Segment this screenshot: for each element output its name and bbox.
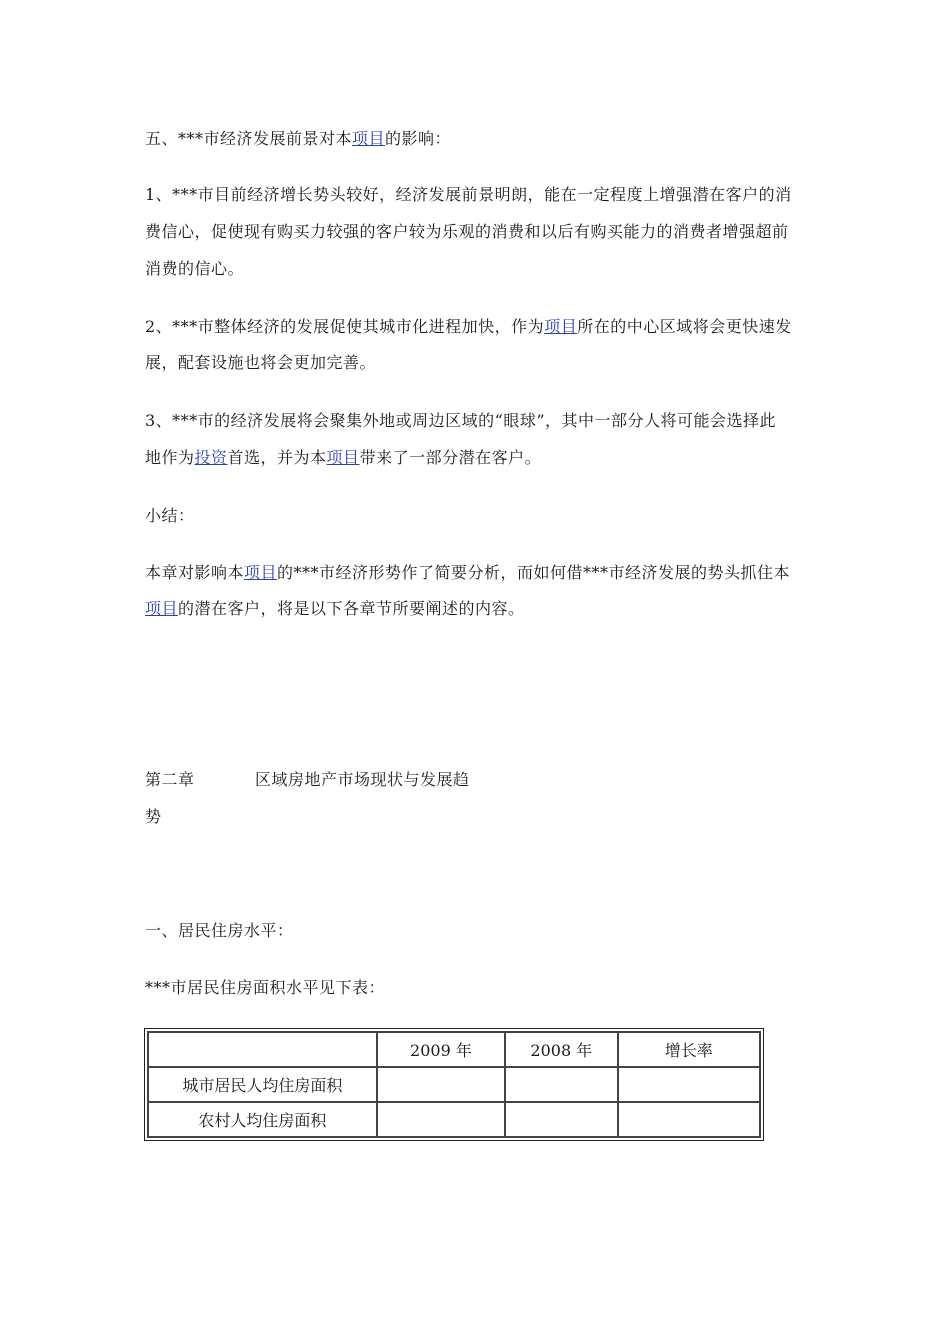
table-cell: 城市居民人均住房面积	[148, 1067, 377, 1102]
paragraph-text: 的***市经济形势作了简要分析，而如何借***市经济发展的势头抓住本	[277, 563, 791, 582]
chapter-title-continued: 势	[145, 807, 162, 826]
paragraph-text: 所在的中心区域将会更快速发	[577, 317, 792, 336]
table-cell	[618, 1102, 761, 1137]
project-link[interactable]: 项目	[145, 599, 179, 618]
paragraph-text: 的潜在客户，将是以下各章节所要阐述的内容。	[178, 599, 525, 618]
table-cell	[505, 1102, 617, 1137]
table-cell	[377, 1102, 505, 1137]
table-header-cell: 2009 年	[377, 1032, 505, 1067]
table-header-cell: 2008 年	[505, 1032, 617, 1067]
investment-link[interactable]: 投资	[194, 448, 228, 467]
table-header-cell: 增长率	[618, 1032, 761, 1067]
project-link[interactable]: 项目	[326, 448, 360, 467]
paragraph-line: 费信心，促使现有购买力较强的客户较为乐观的消费和以后有购买能力的消费者增强超前	[145, 222, 789, 241]
heading-text: 的影响：	[385, 129, 452, 148]
project-link[interactable]: 项目	[244, 563, 278, 582]
project-link[interactable]: 项目	[352, 129, 386, 148]
paragraph-line	[145, 448, 805, 468]
paragraph-text: 首选，并为本	[227, 448, 327, 467]
summary-label: 小结：	[145, 506, 195, 525]
table-cell	[377, 1067, 505, 1102]
paragraph-line	[145, 563, 805, 583]
paragraph-text: 2、***市整体经济的发展促使其城市化进程加快，作为	[145, 317, 545, 336]
paragraph-text: 地作为	[145, 448, 195, 467]
paragraph-line: 1、***市目前经济增长势头较好，经济发展前景明朗，能在一定程度上增强潜在客户的消	[145, 185, 792, 204]
project-link[interactable]: 项目	[544, 317, 578, 336]
table-cell	[505, 1067, 617, 1102]
table-row	[148, 1102, 760, 1137]
paragraph-text: 本章对影响本	[145, 563, 245, 582]
chapter-number: 第二章	[145, 770, 195, 789]
paragraph-line: 3、***市的经济发展将会聚集外地或周边区域的“眼球”，其中一部分人将可能会选择此	[145, 411, 777, 430]
paragraph-line: 消费的信心。	[145, 259, 245, 278]
chapter-title: 区域房地产市场现状与发展趋	[255, 770, 470, 789]
table-cell: 农村人均住房面积	[148, 1102, 377, 1137]
housing-area-table	[144, 1028, 764, 1141]
table-intro: ***市居民住房面积水平见下表：	[145, 978, 386, 997]
table-cell	[618, 1067, 761, 1102]
table-row	[148, 1067, 760, 1102]
section-heading: 一、居民住房水平：	[145, 921, 294, 940]
paragraph-text: 带来了一部分潜在客户。	[359, 448, 542, 467]
table-header-row	[148, 1032, 760, 1067]
table-header-cell	[148, 1032, 377, 1067]
paragraph-line	[145, 317, 805, 337]
paragraph-line	[145, 599, 805, 619]
paragraph-line: 展，配套设施也将会更加完善。	[145, 353, 377, 372]
heading-text: 五、***市经济发展前景对本	[145, 129, 353, 148]
section-heading	[145, 129, 805, 149]
